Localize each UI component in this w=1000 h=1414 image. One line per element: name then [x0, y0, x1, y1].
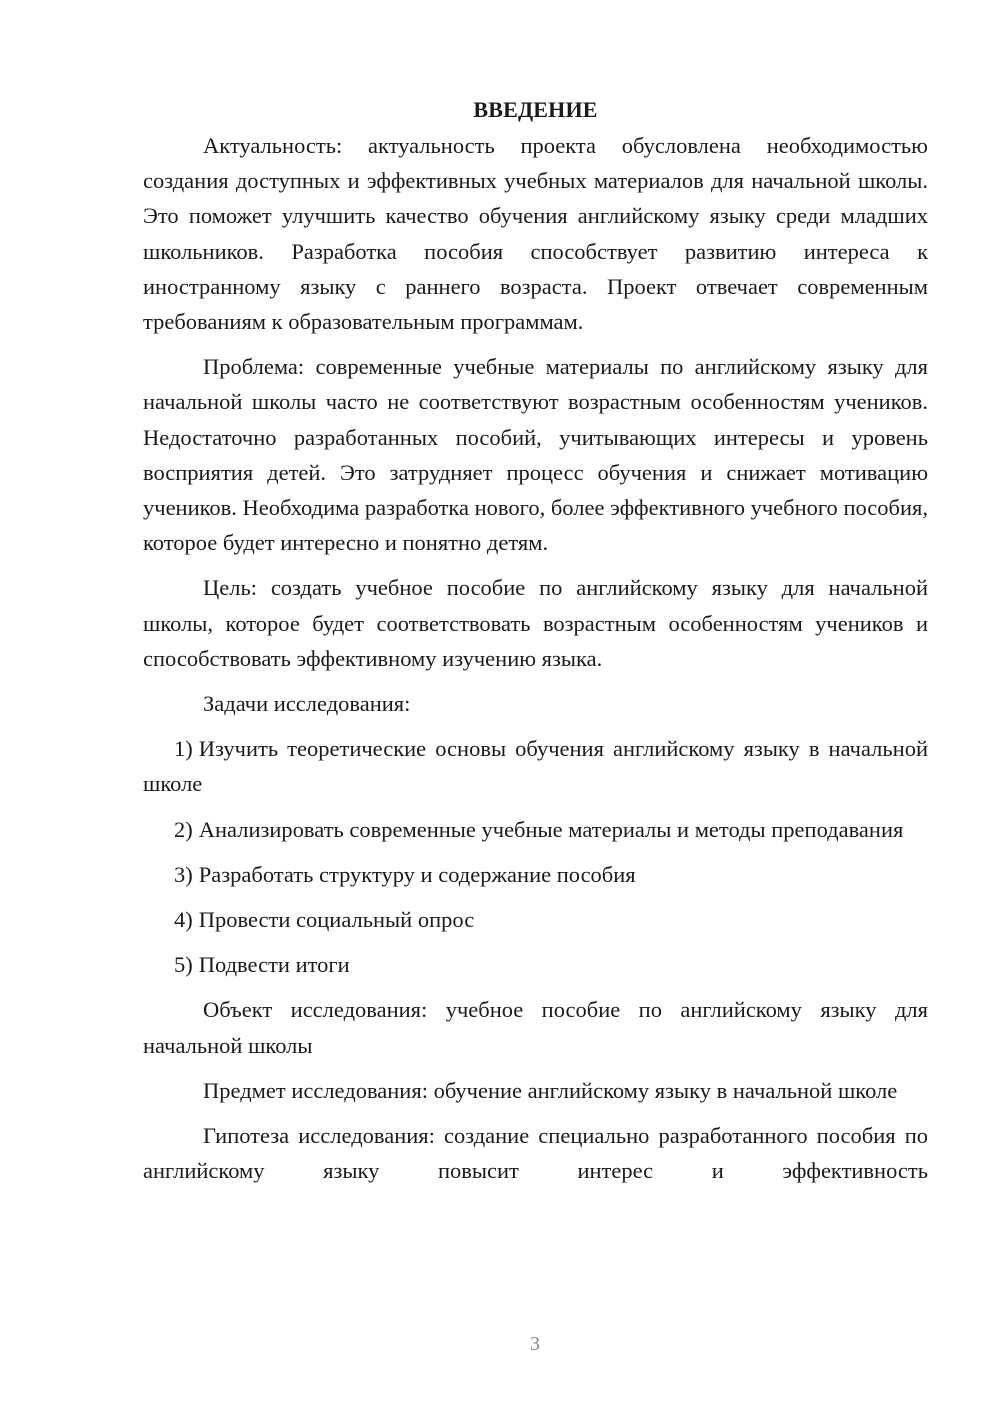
task-text: Подвести итоги: [198, 952, 350, 978]
paragraph-hypothesis: Гипотеза исследования: создание специально разработанного пособия по английскому языку повысит интерес и эффективность: [143, 1123, 928, 1184]
task-number: 4): [174, 907, 193, 933]
task-text: Анализировать современные учебные материалы и методы преподавания: [198, 816, 904, 842]
section-heading: ВВЕДЕНИЕ: [473, 97, 598, 122]
paragraph-problem: Проблема: современные учебные материалы по английскому языку для начальной школы часто не соответствуют возрастным особенностям учеников. Недостаточно разработанных пособий, учитывающих интересы и уровень восприятия детей. Это затрудняет процесс обучения и снижает мотивацию учеников. Необходима разработка нового, более эффективного учебного пособия, которое будет интересно и понятно детям.: [143, 354, 928, 556]
document-page: [143, 94, 928, 1188]
task-item-2: [143, 812, 928, 847]
task-text: Разработать структуру и содержание пособия: [198, 861, 636, 887]
paragraph-goal: Цель: создать учебное пособие по английскому языку для начальной школы, которое будет соответствовать возрастным особенностям учеников и способствовать эффективному изучению языка.: [143, 575, 928, 671]
paragraph-subject: Предмет исследования: обучение английскому языку в начальной школе: [203, 1077, 898, 1103]
task-item-3: [143, 857, 928, 892]
task-item-5: [143, 947, 928, 982]
task-text: Изучить теоретические основы обучения английскому языку в начальной школе: [143, 736, 928, 797]
paragraph-object: Объект исследования: учебное пособие по английскому языку для начальной школы: [143, 997, 928, 1058]
task-text: Провести социальный опрос: [198, 907, 475, 933]
paragraph-relevance: Актуальность: актуальность проекта обусловлена необходимостью создания доступных и эффективных учебных материалов для начальной школы. Это поможет улучшить качество обучения английскому языку среди младших школьников. Разработка пособия способствует развитию интереса к иностранному языку с раннего возраста. Проект отвечает современным требованиям к образовательным программам.: [143, 133, 928, 335]
tasks-title: Задачи исследования:: [203, 691, 411, 717]
task-number: 5): [174, 952, 193, 978]
task-item-1: [143, 731, 928, 801]
task-number: 1): [174, 736, 193, 762]
task-item-4: [143, 902, 928, 937]
page-number: 3: [530, 1333, 540, 1355]
task-number: 3): [174, 861, 193, 887]
task-number: 2): [174, 816, 193, 842]
